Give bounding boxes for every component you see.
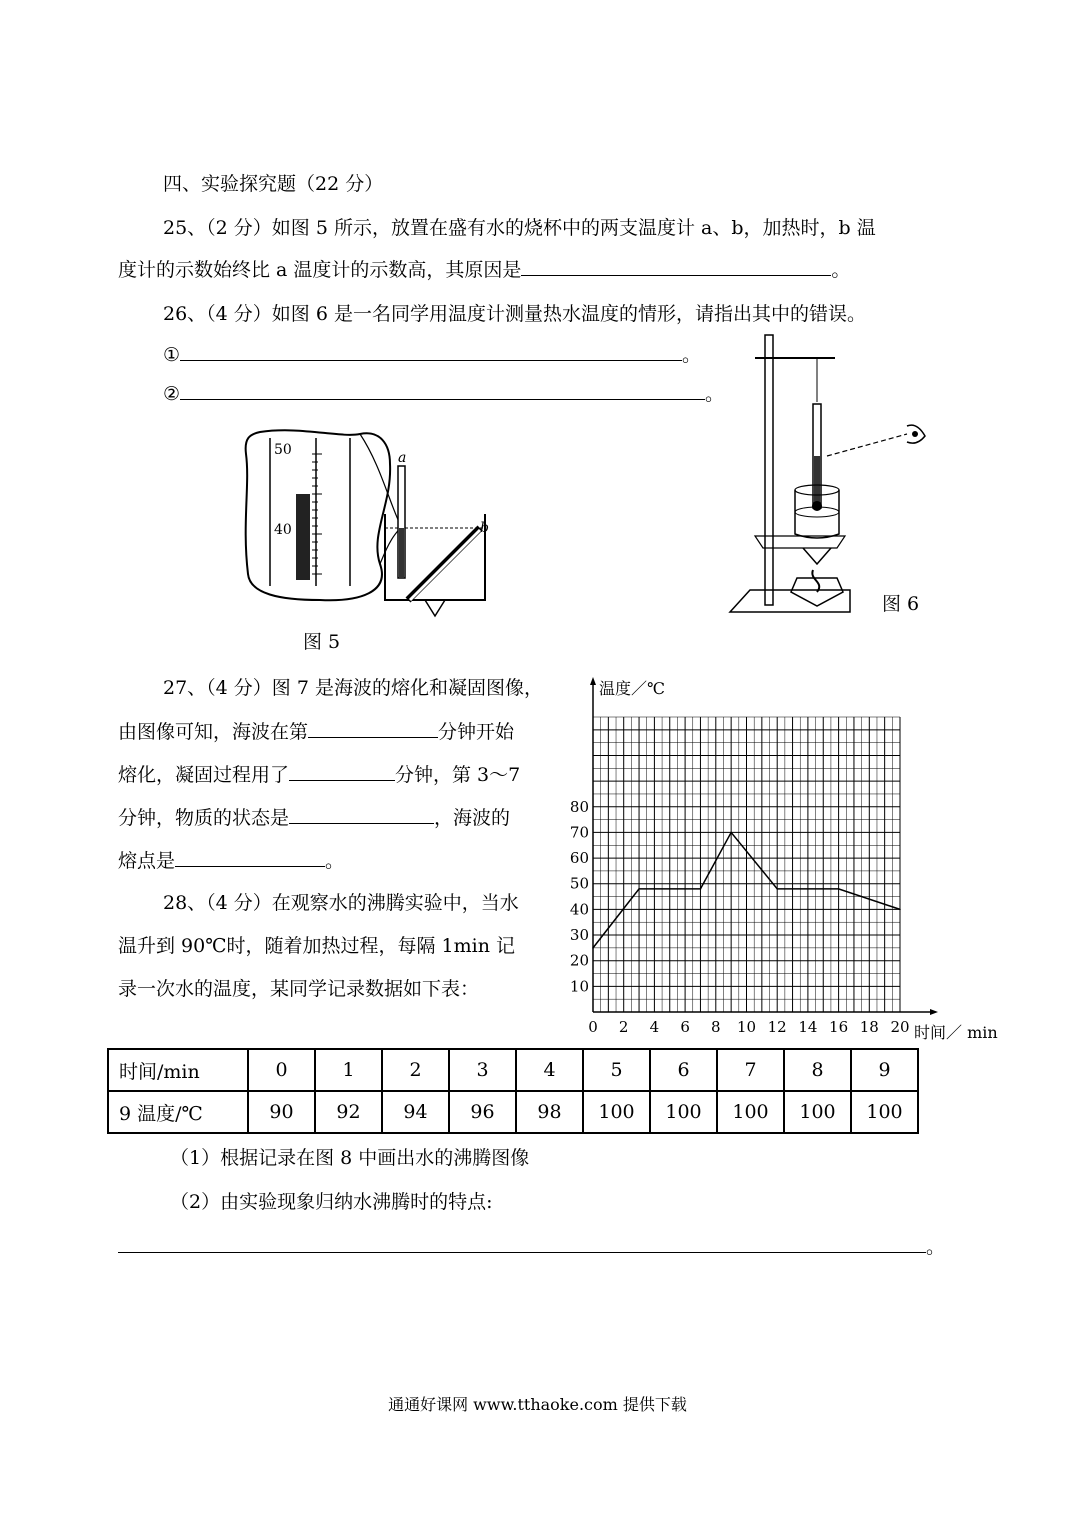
x-tick-label: 8	[711, 1018, 721, 1036]
q25-line1: 25、（2 分）如图 5 所示，放置在盛有水的烧杯中的两支温度计 a、b，加热时，b 温	[163, 217, 876, 239]
x-tick-label: 18	[859, 1018, 879, 1036]
table-cell: 9	[851, 1049, 918, 1091]
table-cell: 100	[717, 1091, 784, 1133]
q26-line1: 26、（4 分）如图 6 是一名同学用温度计测量热水温度的情形，请指出其中的错误。	[163, 303, 866, 325]
q28-line1: 28、（4 分）在观察水的沸腾实验中，当水	[163, 892, 519, 914]
q25-answer-blank[interactable]	[521, 257, 831, 276]
y-tick-label: 30	[569, 926, 589, 945]
data-point	[899, 909, 901, 911]
sight-line	[827, 434, 907, 456]
q26-item1	[163, 342, 701, 367]
footer: 通通好课网 www.tthaoke.com 提供下载	[388, 1395, 687, 1414]
table-cell: 5	[583, 1049, 650, 1091]
figure-5	[240, 424, 540, 624]
q27-text-4b: ，海波的	[434, 807, 511, 829]
q28-end: 。	[926, 1236, 946, 1258]
q28-answer-blank[interactable]	[118, 1234, 926, 1253]
data-point	[730, 832, 732, 834]
table-cell: 92	[315, 1091, 382, 1133]
q27-line4	[118, 805, 510, 830]
x-tick-label: 20	[890, 1018, 910, 1036]
x-tick-label: 16	[829, 1018, 849, 1036]
table-header-time: 时间/min	[108, 1049, 248, 1091]
table-cell: 96	[449, 1091, 516, 1133]
data-point	[700, 888, 702, 890]
q28-sub1: （1）根据记录在图 8 中画出水的沸腾图像	[170, 1147, 530, 1169]
y-tick-label: 10	[569, 977, 589, 996]
y-tick-label: 80	[569, 797, 589, 816]
q26-item2	[163, 381, 724, 406]
table-cell: 90	[248, 1091, 315, 1133]
y-tick-label: 20	[569, 951, 589, 970]
table-cell: 100	[583, 1091, 650, 1133]
melting-chart	[560, 672, 1015, 1052]
q25-text: 度计的示数始终比 a 温度计的示数高，其原因是	[118, 259, 522, 281]
data-point	[592, 947, 594, 949]
y-tick-label: 70	[569, 823, 589, 842]
x-tick-label: 6	[680, 1018, 690, 1036]
q28-answer-line	[118, 1234, 945, 1259]
scale-label-50: 50	[274, 442, 292, 458]
y-tick-label: 50	[569, 874, 589, 893]
q26-item1-marker: ①	[163, 344, 181, 366]
table-cell: 94	[382, 1091, 449, 1133]
burner-flame	[425, 600, 445, 616]
data-point	[776, 888, 778, 890]
q27-text-4a: 分钟，物质的状态是	[118, 807, 290, 829]
q28-sub2: （2）由实验现象归纳水沸腾时的特点:	[170, 1191, 493, 1213]
q26-answer-blank-1[interactable]	[180, 342, 682, 361]
table-cell: 7	[717, 1049, 784, 1091]
y-axis-label: 温度／℃	[599, 679, 665, 698]
fig6-caption: 图 6	[882, 593, 920, 615]
q27-text-3a: 熔化，凝固过程用了	[118, 764, 290, 786]
q27-text-2b: 分钟开始	[438, 721, 515, 743]
q27-text-5a: 熔点是	[118, 850, 176, 872]
q25-end: 。	[831, 259, 851, 281]
stand-rod	[765, 335, 773, 605]
q26-answer-blank-2[interactable]	[180, 381, 705, 400]
q25-line2	[118, 257, 850, 282]
y-tick-label: 40	[569, 900, 589, 919]
x-axis-arrow	[930, 1009, 938, 1015]
x-tick-label: 14	[798, 1018, 818, 1036]
q26-item2-marker: ②	[163, 383, 181, 405]
q27-line5	[118, 848, 344, 873]
stand-base	[730, 590, 850, 612]
table-row	[108, 1049, 918, 1091]
table-cell: 100	[650, 1091, 717, 1133]
table-cell: 4	[516, 1049, 583, 1091]
table-cell: 2	[382, 1049, 449, 1091]
q27-line3	[118, 762, 520, 787]
q27-text-3b: 分钟，第 3～7	[395, 764, 521, 786]
fig5-caption: 图 5	[303, 631, 341, 653]
magnifier-outline	[246, 430, 391, 600]
data-point	[638, 888, 640, 890]
q27-text-5b: 。	[325, 850, 345, 872]
data-point	[838, 888, 840, 890]
table-cell: 8	[784, 1049, 851, 1091]
q27-line2	[118, 719, 514, 744]
scale-label-40: 40	[274, 522, 292, 538]
q27-line1: 27、（4 分）图 7 是海波的熔化和凝固图像，	[163, 677, 543, 699]
x-tick-label: 4	[649, 1018, 660, 1036]
q27-blank-4[interactable]	[175, 848, 325, 867]
x-tick-label: 0	[588, 1018, 598, 1036]
table-cell: 3	[449, 1049, 516, 1091]
label-a: a	[398, 450, 407, 466]
x-axis-label: 时间／ min	[914, 1023, 998, 1042]
q28-line2: 温升到 90℃时，随着加热过程，每隔 1min 记	[118, 935, 515, 957]
table-cell: 98	[516, 1091, 583, 1133]
table-cell: 100	[784, 1091, 851, 1133]
q27-blank-3[interactable]	[289, 805, 434, 824]
x-tick-label: 10	[736, 1018, 757, 1036]
q27-blank-2[interactable]	[289, 762, 395, 781]
figure-6	[725, 330, 940, 615]
section-title: 四、实验探究题（22 分）	[163, 173, 384, 195]
table-header-temp: 9 温度/℃	[108, 1091, 248, 1133]
table-cell: 1	[315, 1049, 382, 1091]
q27-blank-1[interactable]	[308, 719, 438, 738]
table-cell: 6	[650, 1049, 717, 1091]
data-table	[107, 1048, 919, 1134]
y-axis-arrow	[590, 677, 596, 685]
q28-line3: 录一次水的温度，某同学记录数据如下表：	[118, 978, 480, 1000]
q26-item1-end: 。	[682, 344, 702, 366]
label-b: b	[480, 520, 489, 536]
q27-text-2a: 由图像可知，海波在第	[118, 721, 309, 743]
table-cell: 0	[248, 1049, 315, 1091]
mercury-column	[296, 494, 310, 580]
y-tick-label: 60	[569, 849, 589, 868]
x-tick-label: 12	[767, 1018, 787, 1036]
q26-item2-end: 。	[705, 383, 725, 405]
x-tick-label: 2	[618, 1018, 629, 1036]
table-cell: 100	[851, 1091, 918, 1133]
table-row	[108, 1091, 918, 1133]
